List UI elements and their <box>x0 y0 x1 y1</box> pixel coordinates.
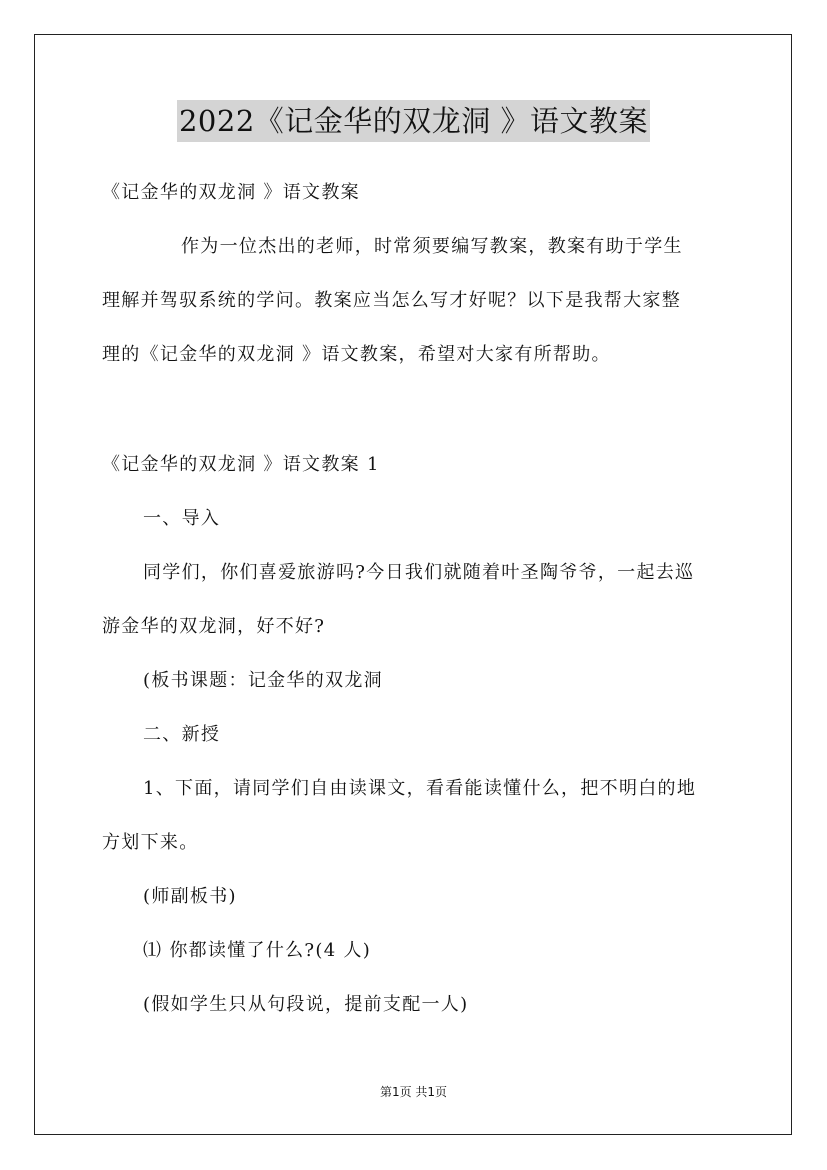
paragraph-line: 1、下面，请同学们自由读课文，看看能读懂什么，把不明白的地 <box>143 778 697 799</box>
paragraph-line: 理解并驾驭系统的学问。教案应当怎么写才好呢？以下是我帮大家整 <box>102 290 681 311</box>
paragraph-line: (假如学生只从句段说，提前支配一人) <box>143 994 469 1015</box>
subsection-heading: 二、新授 <box>143 724 221 745</box>
title-container <box>0 100 827 142</box>
paragraph-line: ⑴ 你都读懂了什么?(4 人) <box>143 940 372 961</box>
subsection-heading: 一、导入 <box>143 508 221 529</box>
paragraph-line: 同学们，你们喜爱旅游吗?今日我们就随着叶圣陶爷爷，一起去巡 <box>143 562 695 583</box>
paragraph-line: 理的《记金华的双龙洞 》语文教案，希望对大家有所帮助。 <box>102 344 611 365</box>
document-title: 2022《记金华的双龙洞 》语文教案 <box>177 100 650 142</box>
paragraph-line: 方划下来。 <box>102 832 199 853</box>
page-footer: 第1页 共1页 <box>379 1085 448 1099</box>
paragraph-line: (板书课题：记金华的双龙洞 <box>143 670 383 691</box>
paragraph-line: 作为一位杰出的老师，时常须要编写教案，教案有助于学生 <box>181 236 683 257</box>
section-heading: 《记金华的双龙洞 》语文教案 1 <box>102 454 380 475</box>
subtitle-line: 《记金华的双龙洞 》语文教案 <box>102 182 360 203</box>
paragraph-line: 游金华的双龙洞，好不好? <box>102 616 326 637</box>
paragraph-line: (师副板书) <box>143 886 237 907</box>
